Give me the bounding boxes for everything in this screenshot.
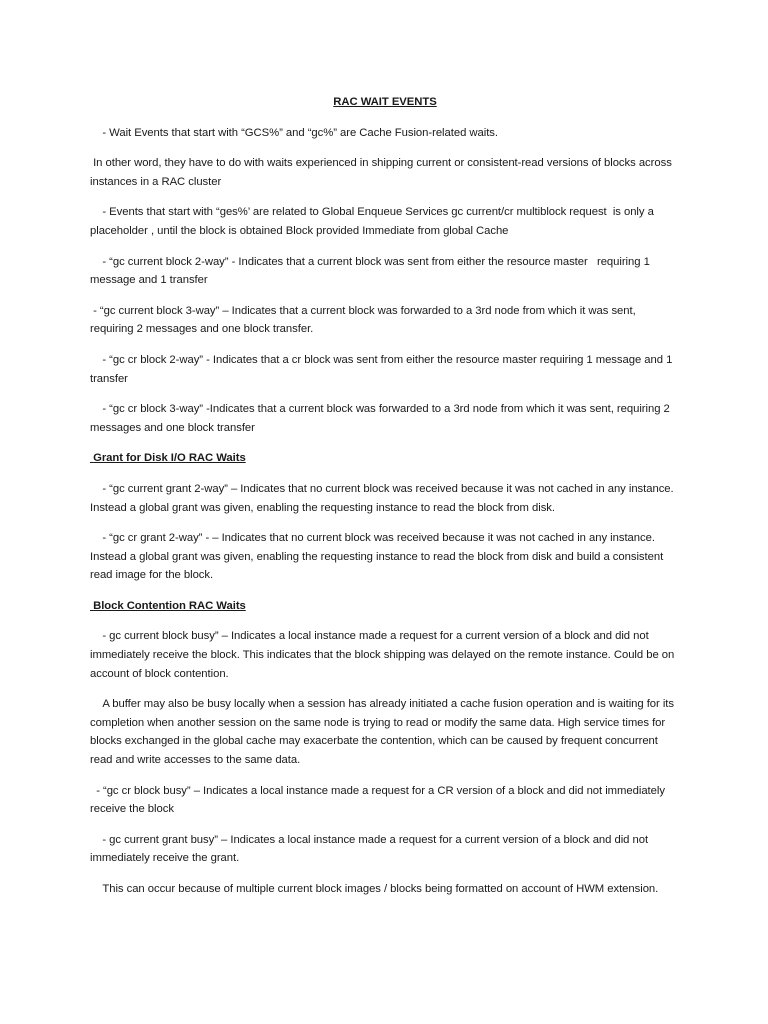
document-title: RAC WAIT EVENTS: [333, 96, 437, 108]
paragraph-gcs-waits: - Wait Events that start with “GCS%” and “gc%” are Cache Fusion-related waits.: [90, 126, 498, 139]
paragraph-gc-current-grant-busy: - gc current grant busy” – Indicates a local instance made a request for a current version of a block and did not immediately receive the grant.: [90, 833, 652, 865]
paragraph-gc-cr-block-busy: - “gc cr block busy” – Indicates a local instance made a request for a CR version of a block and did not immediately receive the block: [90, 784, 669, 816]
paragraph-gc-cr-block-2-way: - “gc cr block 2-way” - Indicates that a cr block was sent from either the resource master requiring 1 message and 1 transfer: [90, 353, 676, 385]
paragraph-buffer-busy-locally: A buffer may also be busy locally when a session has already initiated a cache fusion operation and is waiting for its completion when another session on the same node is trying to read or modify the same data. High service times for blocks exchanged in the global cache may exacerbate the contention, which can be caused by frequent concurrent read and write accesses to the same data.: [90, 698, 678, 767]
paragraph-gc-current-grant-2-way: - “gc current grant 2-way” – Indicates that no current block was received because it was not cached in any instance. Instead a global grant was given, enabling the requesting instance to read the block from disk.: [90, 482, 677, 514]
section-heading-block-contention: Block Contention RAC Waits: [90, 599, 246, 612]
paragraph-in-other-word: In other word, they have to do with waits experienced in shipping current or consistent-read versions of blocks across instances in a RAC cluster: [90, 157, 675, 188]
paragraph-gc-current-block-2-way: - “gc current block 2-way” - Indicates that a current block was sent from either the resource master requiring 1 message and 1 transfer: [90, 255, 653, 287]
paragraph-ges-events: - Events that start with “ges%’ are related to Global Enqueue Services gc current/cr multiblock request is only a placeholder , until the block is obtained Block provided Immediate from global Cache: [90, 206, 657, 237]
document-body: [90, 93, 680, 911]
paragraph-gc-cr-block-3-way: - “gc cr block 3-way” -Indicates that a current block was forwarded to a 3rd node from which it was sent, requiring 2 messages and one block transfer: [90, 403, 673, 434]
paragraph-gc-current-block-busy: - gc current block busy” – Indicates a local instance made a request for a current version of a block and did not immediately receive the block. This indicates that the block shipping was delayed on the remote instance. Could be on account of block contention.: [90, 630, 678, 680]
section-heading-grant-disk-io: Grant for Disk I/O RAC Waits: [90, 452, 246, 465]
paragraph-gc-current-block-3-way: - “gc current block 3-way” – Indicates that a current block was forwarded to a 3rd node from which it was sent, requiring 2 messages and one block transfer.: [90, 304, 639, 336]
paragraph-gc-cr-grant-2-way: - “gc cr grant 2-way” - – Indicates that no current block was received because it was not cached in any instance. Instead a global grant was given, enabling the requesting instance to read the block from disk and build a consistent read image for the block.: [90, 532, 667, 582]
paragraph-hwm-extension: This can occur because of multiple current block images / blocks being formatted on account of HWM extension.: [90, 883, 659, 895]
